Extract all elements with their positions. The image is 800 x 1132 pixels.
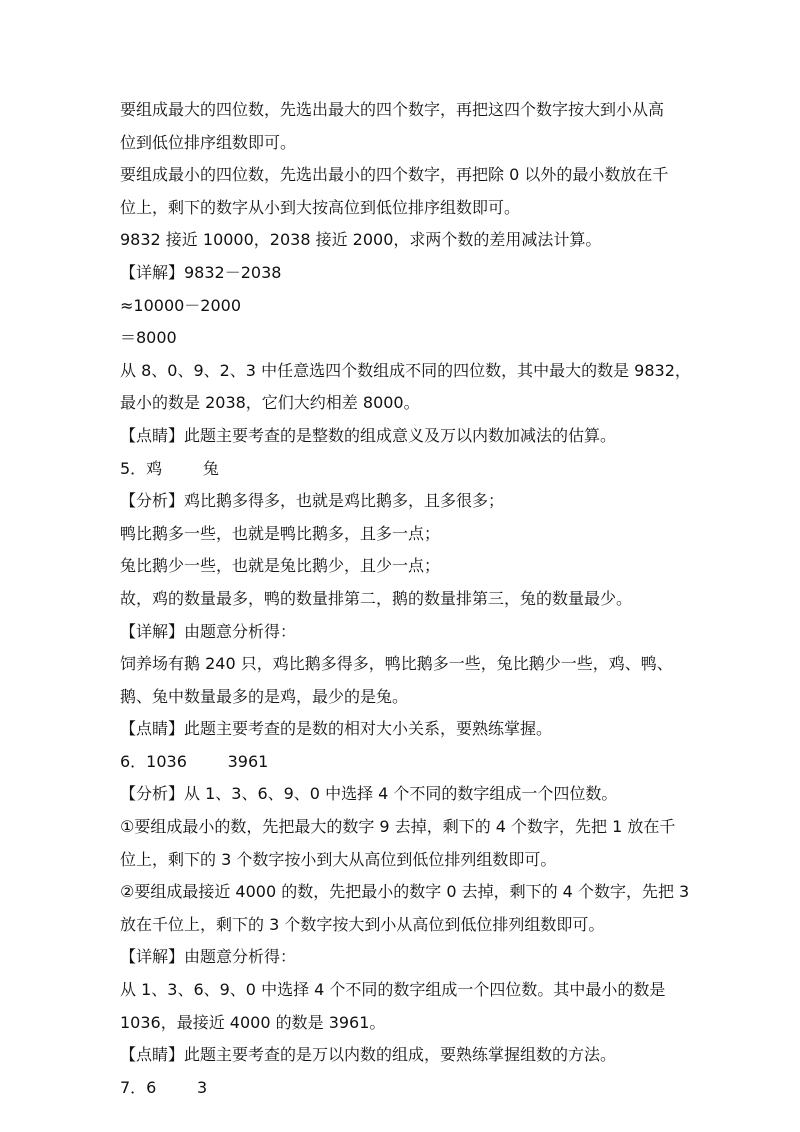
detail-heading: 【详解】由题意分析得： xyxy=(120,947,297,967)
detail-heading: 【详解】9832－2038 xyxy=(120,262,282,282)
comment-heading: 【点睛】此题主要考查的是整数的组成意义及万以内数加减法的估算。 xyxy=(120,425,617,445)
text-line: 位上，剩下的 3 个数字按小到大从高位到低位排列组数即可。 xyxy=(120,849,557,869)
document-body xyxy=(120,94,691,1104)
text-line: 饲养场有鹅 240 只，鸡比鹅多得多，鸭比鹅多一些，兔比鹅少一些，鸡、鸭、 xyxy=(120,654,673,674)
comment-heading: 【点睛】此题主要考查的是数的相对大小关系，要熟练掌握。 xyxy=(120,719,553,739)
text-line: 最小的数是 2038，它们大约相差 8000。 xyxy=(120,393,420,413)
text-line: 位上，剩下的数字从小到大按高位到低位排序组数即可。 xyxy=(120,197,521,217)
analysis-heading: 【分析】鸡比鹅多得多，也就是鸡比鹅多，且多很多； xyxy=(120,491,505,511)
text-line: ＝8000 xyxy=(120,328,177,348)
question-7-answer: 7．6 3 xyxy=(120,1077,208,1097)
text-line: 放在千位上，剩下的 3 个数字按大到小从高位到低位排列组数即可。 xyxy=(120,914,605,934)
text-line: 要组成最大的四位数，先选出最大的四个数字，再把这四个数字按大到小从高 xyxy=(120,100,665,119)
text-line: 兔比鹅少一些，也就是兔比鹅少，且少一点； xyxy=(120,556,441,576)
text-line: 9832 接近 10000，2038 接近 2000，求两个数的差用减法计算。 xyxy=(120,230,602,250)
comment-heading: 【点睛】此题主要考查的是万以内数的组成，要熟练掌握组数的方法。 xyxy=(120,1045,617,1065)
text-line: 鸭比鹅多一些，也就是鸭比鹅多，且多一点； xyxy=(120,523,441,543)
text-line: 1036，最接近 4000 的数是 3961。 xyxy=(120,1012,386,1032)
text-line: ≈10000－2000 xyxy=(120,295,242,315)
text-line: ①要组成最小的数，先把最大的数字 9 去掉，剩下的 4 个数字，先把 1 放在千 xyxy=(120,817,676,837)
text-line: 从 8、0、9、2、3 中任意选四个数组成不同的四位数，其中最大的数是 9832， xyxy=(120,360,691,380)
text-line: 故，鸡的数量最多，鸭的数量排第二，鹅的数量排第三，兔的数量最少。 xyxy=(120,588,633,608)
text-line: 从 1、3、6、9、0 中选择 4 个不同的数字组成一个四位数。其中最小的数是 xyxy=(120,980,666,1000)
text-line: 位到低位排序组数即可。 xyxy=(120,132,297,152)
text-line: 要组成最小的四位数，先选出最小的四个数字，再把除 0 以外的最小数放在千 xyxy=(120,165,669,185)
text-line: ②要组成最接近 4000 的数，先把最小的数字 0 去掉，剩下的 4 个数字，先把 3 xyxy=(120,882,690,902)
detail-heading: 【详解】由题意分析得： xyxy=(120,621,297,641)
question-6-answer: 6．1036 3961 xyxy=(120,751,269,771)
text-line: 鹅、兔中数量最多的是鸡，最少的是兔。 xyxy=(120,686,409,706)
analysis-heading: 【分析】从 1、3、6、9、0 中选择 4 个不同的数字组成一个四位数。 xyxy=(120,784,618,804)
question-5-answer: 5．鸡 兔 xyxy=(120,458,219,478)
